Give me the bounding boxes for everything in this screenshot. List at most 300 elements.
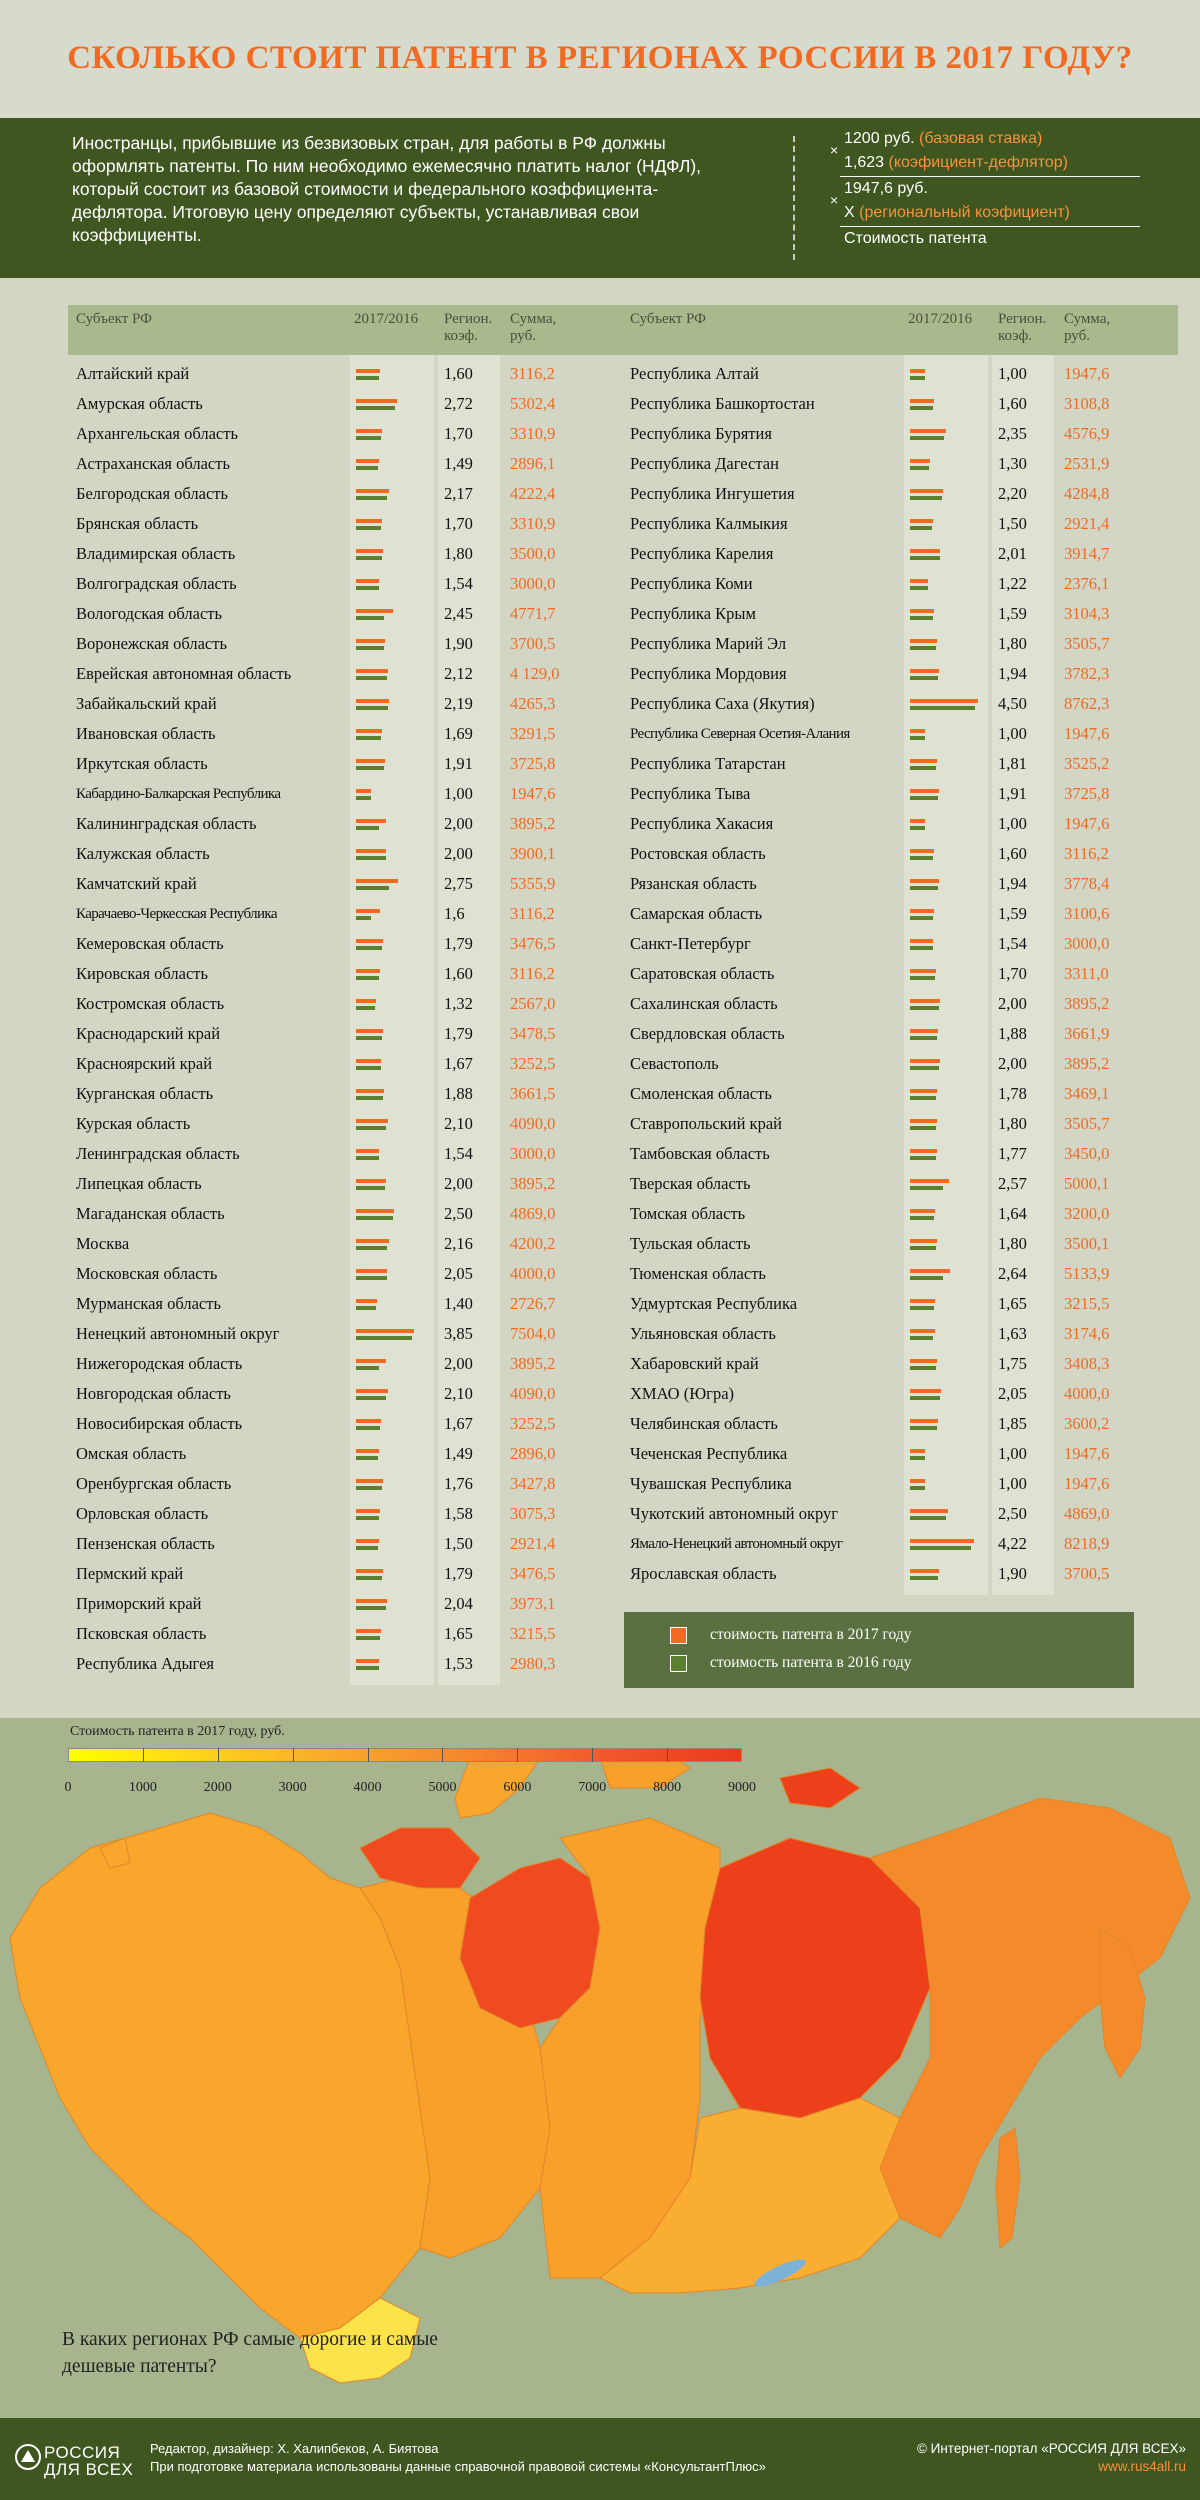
region-coef: 2,72 [444, 394, 473, 413]
bar-2017 [910, 459, 930, 463]
bar-2016 [356, 1576, 382, 1580]
region-sum: 2531,9 [1064, 454, 1110, 473]
table-row [622, 1379, 1178, 1409]
region-sum: 2921,4 [510, 1534, 556, 1553]
table-row [622, 1109, 1178, 1139]
table-row [622, 629, 1178, 659]
region-name: Амурская область [76, 394, 203, 413]
credit-source: При подготовке материала использованы данные справочной правовой системы «КонсультантПлюс» [150, 2459, 766, 2474]
region-name: Челябинская область [630, 1414, 778, 1433]
region-coef: 2,45 [444, 604, 473, 623]
region-sum: 4869,0 [510, 1204, 556, 1223]
region-sum: 4222,4 [510, 484, 556, 503]
region-coef: 2,57 [998, 1174, 1027, 1193]
table-row [68, 959, 624, 989]
bar-2016 [356, 1606, 386, 1610]
region-name: Чукотский автономный округ [630, 1504, 839, 1523]
region-name: Новосибирская область [76, 1414, 243, 1433]
scale-tick-label: 8000 [653, 1780, 682, 1795]
region-name: Томская область [630, 1204, 746, 1223]
bar-2017 [910, 429, 946, 433]
table-row [68, 869, 624, 899]
region-sum: 3500,0 [510, 544, 556, 563]
region-sum: 2726,7 [510, 1294, 556, 1313]
region-sum: 3311,0 [1064, 964, 1109, 983]
scale-tick-label: 9000 [728, 1780, 756, 1795]
table-row [622, 1559, 1178, 1589]
region-name: Самарская область [630, 904, 763, 923]
bar-2017 [356, 549, 383, 553]
region-sum: 5133,9 [1064, 1264, 1110, 1283]
region-name: Московская область [76, 1264, 218, 1283]
table-row [68, 1199, 624, 1229]
table-row [622, 479, 1178, 509]
region-name: Республика Ингушетия [630, 484, 795, 503]
table-row [68, 1109, 624, 1139]
region-coef: 1,63 [998, 1324, 1027, 1343]
table-row [622, 1019, 1178, 1049]
region-sum: 1947,6 [1064, 724, 1110, 743]
region-name: Новгородская область [76, 1384, 231, 1403]
region-sum: 3427,8 [510, 1474, 556, 1493]
bar-2017 [910, 1509, 948, 1513]
region-name: Астраханская область [76, 454, 230, 473]
region-sum: 4090,0 [510, 1384, 556, 1403]
multiply-sign: × [830, 192, 839, 208]
bar-2017 [910, 999, 940, 1003]
region-name: Воронежская область [76, 634, 227, 653]
table-row [68, 1619, 624, 1649]
logo-line2: ДЛЯ ВСЕХ [44, 2460, 134, 2479]
table-row [68, 509, 624, 539]
formula-subtotal: 1947,6 руб. [844, 180, 928, 197]
bar-2017 [356, 1509, 380, 1513]
region-sum: 3000,0 [1064, 934, 1110, 953]
bar-2016 [356, 856, 386, 860]
region-coef: 1,88 [998, 1024, 1027, 1043]
region-coef: 1,30 [998, 454, 1027, 473]
region-name: Республика Калмыкия [630, 514, 788, 533]
bar-2017 [910, 879, 939, 883]
region-coef: 1,22 [998, 574, 1027, 593]
bar-2017 [910, 1059, 940, 1063]
bar-2016 [356, 1276, 387, 1280]
formula-rule [840, 176, 1140, 177]
table-row [68, 629, 624, 659]
region-sum: 7504,0 [510, 1324, 556, 1343]
region-sum: 3116,2 [510, 904, 555, 923]
table-row [68, 449, 624, 479]
bar-2017 [910, 489, 943, 493]
bar-2016 [910, 886, 938, 890]
table-row [68, 1079, 624, 1109]
bar-2017 [910, 549, 940, 553]
bar-2016 [356, 526, 381, 530]
region-coef: 1,69 [444, 724, 473, 743]
header-coef [998, 311, 1046, 345]
table-row [622, 1319, 1178, 1349]
bar-2017 [910, 699, 978, 703]
table-row [622, 1349, 1178, 1379]
region-name: Республика Алтай [630, 364, 759, 383]
region-coef: 2,50 [444, 1204, 473, 1223]
table-row [68, 899, 624, 929]
region-sum: 5000,1 [1064, 1174, 1110, 1193]
region-sum: 2980,3 [510, 1654, 556, 1673]
formula-deflator [844, 154, 1068, 172]
region-coef: 1,70 [998, 964, 1027, 983]
bar-2016 [356, 676, 387, 680]
region-name: Севастополь [630, 1054, 719, 1073]
region-coef: 2,16 [444, 1234, 473, 1253]
bar-2016 [356, 736, 381, 740]
region-coef: 1,85 [998, 1414, 1027, 1433]
region-sum: 4265,3 [510, 694, 556, 713]
region-coef: 1,79 [444, 934, 473, 953]
footer-credits [150, 2440, 766, 2476]
region-sum: 2376,1 [1064, 574, 1110, 593]
header-sum [1064, 311, 1110, 345]
region-sum: 3310,9 [510, 514, 556, 533]
regional-label: (региональный коэфициент) [859, 204, 1070, 221]
header-coef-line2: коэф. [444, 328, 479, 344]
bar-2016 [356, 1516, 379, 1520]
region-coef: 1,80 [998, 1114, 1027, 1133]
region-coef: 1,90 [998, 1564, 1027, 1583]
bar-2016 [356, 586, 379, 590]
region-coef: 1,54 [444, 1144, 473, 1163]
scale-tick-label: 5000 [428, 1780, 457, 1795]
bar-2017 [910, 1149, 937, 1153]
bar-2016 [356, 1546, 378, 1550]
bar-2017 [356, 909, 380, 913]
region-sum: 4200,2 [510, 1234, 556, 1253]
region-coef: 1,81 [998, 754, 1027, 773]
region-sum: 3973,1 [510, 1594, 556, 1613]
region-coef: 2,00 [444, 1174, 473, 1193]
region-sum: 2921,4 [1064, 514, 1110, 533]
bar-2017 [910, 1089, 937, 1093]
formula-rule [840, 226, 1140, 227]
region-name: Республика Карелия [630, 544, 774, 563]
region-sum: 4 129,0 [510, 664, 560, 683]
logo-text [44, 2444, 133, 2478]
table-row [68, 1559, 624, 1589]
bar-2016 [356, 646, 384, 650]
bar-2017 [356, 369, 380, 373]
region-coef: 2,04 [444, 1594, 473, 1613]
region-name: Мурманская область [76, 1294, 221, 1313]
region-name: Приморский край [76, 1594, 202, 1613]
region-name: Забайкальский край [76, 694, 217, 713]
header-sum-line2: руб. [1064, 328, 1090, 344]
bar-2017 [356, 789, 371, 793]
bar-2017 [910, 1119, 937, 1123]
bar-2017 [910, 1269, 950, 1273]
region-name: Владимирская область [76, 544, 236, 563]
table-row [68, 599, 624, 629]
region-coef: 1,60 [444, 364, 473, 383]
region-coef: 1,67 [444, 1414, 473, 1433]
region-name: Тамбовская область [630, 1144, 770, 1163]
region-sum: 3600,2 [1064, 1414, 1110, 1433]
region-coef: 1,67 [444, 1054, 473, 1073]
region-sum: 5355,9 [510, 874, 556, 893]
bar-2017 [356, 1029, 383, 1033]
table-row [68, 689, 624, 719]
bar-2017 [356, 399, 397, 403]
table-row [622, 599, 1178, 629]
scale-tick-label: 7000 [578, 1780, 607, 1795]
region-sum: 1947,6 [1064, 1474, 1110, 1493]
bar-2017 [910, 759, 937, 763]
region-name: Омская область [76, 1444, 187, 1463]
region-coef: 1,00 [998, 814, 1027, 833]
bar-2017 [356, 1329, 414, 1333]
bar-2017 [356, 609, 393, 613]
bar-2016 [910, 976, 935, 980]
footer [0, 2418, 1200, 2500]
table-row [68, 989, 624, 1019]
region-coef: 1,50 [444, 1534, 473, 1553]
bar-2017 [910, 909, 934, 913]
region-coef: 2,75 [444, 874, 473, 893]
bar-2016 [910, 916, 933, 920]
scale-tick [442, 1748, 443, 1762]
region-sum: 3252,5 [510, 1054, 556, 1073]
region-name: Оренбургская область [76, 1474, 232, 1493]
table-row [68, 1139, 624, 1169]
table-row [622, 1469, 1178, 1499]
bar-2016 [910, 1306, 934, 1310]
table-row [68, 719, 624, 749]
table-header [622, 305, 1178, 355]
region-name: Ненецкий автономный округ [76, 1324, 280, 1343]
table-row [68, 809, 624, 839]
bar-2017 [910, 1239, 937, 1243]
region-name: Республика Татарстан [630, 754, 786, 773]
bar-2016 [356, 1666, 379, 1670]
bar-2017 [356, 1179, 386, 1183]
legend-swatch-2016 [670, 1655, 687, 1672]
bar-2016 [910, 856, 933, 860]
legend-label-2017: стоимость патента в 2017 году [710, 1626, 912, 1643]
region-coef: 1,49 [444, 1444, 473, 1463]
region-name: Республика Крым [630, 604, 756, 623]
region-sum: 3310,9 [510, 424, 556, 443]
region-coef: 1,70 [444, 514, 473, 533]
bar-2016 [910, 526, 932, 530]
region-name: Алтайский край [76, 364, 190, 383]
table-row [68, 1529, 624, 1559]
bar-2016 [910, 1066, 939, 1070]
table-row [68, 359, 624, 389]
region-coef: 2,10 [444, 1384, 473, 1403]
region-coef: 2,01 [998, 544, 1027, 563]
scale-tick-label: 6000 [503, 1780, 532, 1795]
table-row [622, 1199, 1178, 1229]
region-name: Ямало-Ненецкий автономный округ [630, 1536, 843, 1552]
region-coef: 1,00 [998, 1444, 1027, 1463]
region-name: Вологодская область [76, 604, 223, 623]
region-sum: 3914,7 [1064, 544, 1110, 563]
region-sum: 3000,0 [510, 1144, 556, 1163]
table-row [622, 1169, 1178, 1199]
region-name: Пермский край [76, 1564, 184, 1583]
region-name: Тюменская область [630, 1264, 766, 1283]
bar-2016 [356, 976, 379, 980]
region-name: Брянская область [76, 514, 199, 533]
region-coef: 1,80 [998, 634, 1027, 653]
bar-2016 [356, 1186, 385, 1190]
footer-right [917, 2440, 1186, 2476]
legend-label-2016: стоимость патента в 2016 году [710, 1654, 912, 1671]
table-row [68, 659, 624, 689]
region-coef: 1,80 [998, 1234, 1027, 1253]
table-row [68, 1049, 624, 1079]
bar-2016 [356, 766, 384, 770]
region-coef: 2,64 [998, 1264, 1027, 1283]
header-sum [510, 311, 556, 345]
bar-2017 [356, 639, 385, 643]
region-coef: 2,00 [444, 1354, 473, 1373]
deflator-label: (коэфициент-дефлятор) [888, 154, 1068, 171]
bar-2016 [910, 706, 975, 710]
region-name: Республика Дагестан [630, 454, 779, 473]
bar-2017 [910, 399, 934, 403]
table-row [68, 749, 624, 779]
bar-2016 [910, 1276, 943, 1280]
russia-map [0, 1718, 1200, 2418]
map-region-nenets [360, 1828, 480, 1888]
bar-2017 [356, 729, 382, 733]
region-name: Белгородская область [76, 484, 229, 503]
scale-tick-label: 3000 [278, 1780, 307, 1795]
formula-regional [844, 204, 1070, 222]
bar-2017 [910, 1569, 939, 1573]
bar-2016 [356, 1396, 386, 1400]
region-name: Нижегородская область [76, 1354, 243, 1373]
table-header [68, 305, 624, 355]
bar-2017 [356, 1149, 379, 1153]
region-sum: 4576,9 [1064, 424, 1110, 443]
region-sum: 3200,0 [1064, 1204, 1110, 1223]
map-region-sakhalin [996, 2128, 1020, 2248]
table-row [622, 389, 1178, 419]
region-name: Карачаево-Черкесская Республика [76, 906, 277, 922]
region-sum: 1947,6 [510, 784, 556, 803]
scale-tick [592, 1748, 593, 1762]
region-sum: 2567,0 [510, 994, 556, 1013]
table-row [622, 899, 1178, 929]
region-coef: 1,94 [998, 874, 1027, 893]
bar-2017 [356, 669, 388, 673]
map-question-text: В каких регионах РФ самые дорогие и самые дешевые патенты? [62, 2329, 438, 2377]
region-coef: 2,20 [998, 484, 1027, 503]
region-name: Архангельская область [76, 424, 238, 443]
region-sum: 3116,2 [1064, 844, 1109, 863]
region-sum: 3450,0 [1064, 1144, 1110, 1163]
bar-2017 [910, 369, 925, 373]
header-subject: Субъект РФ [630, 311, 706, 327]
region-coef: 1,59 [998, 904, 1027, 923]
bar-2017 [910, 519, 933, 523]
table-row [68, 779, 624, 809]
bar-2016 [910, 616, 933, 620]
region-sum: 3100,6 [1064, 904, 1110, 923]
bar-2016 [356, 1336, 412, 1340]
table-row [622, 1499, 1178, 1529]
bar-2017 [910, 579, 928, 583]
site-link[interactable]: www.rus4all.ru [1098, 2459, 1186, 2474]
region-sum: 1947,6 [1064, 364, 1110, 383]
table-row [68, 839, 624, 869]
map-island-new-siberian [780, 1768, 860, 1808]
region-sum: 3700,5 [1064, 1564, 1110, 1583]
bar-2016 [356, 886, 389, 890]
bar-2017 [356, 1659, 379, 1663]
table-row [68, 1379, 624, 1409]
region-coef: 2,12 [444, 664, 473, 683]
table-row [622, 719, 1178, 749]
region-sum: 3525,2 [1064, 754, 1110, 773]
bar-2016 [910, 1366, 936, 1370]
region-name: Псковская область [76, 1624, 207, 1643]
bar-2016 [356, 1156, 379, 1160]
header-change: 2017/2016 [354, 311, 419, 327]
bar-2017 [910, 669, 939, 673]
bar-2017 [910, 1449, 925, 1453]
table-row [622, 1259, 1178, 1289]
bar-2016 [910, 1576, 938, 1580]
region-sum: 3116,2 [510, 964, 555, 983]
page-title: СКОЛЬКО СТОИТ ПАТЕНТ В РЕГИОНАХ РОССИИ В 2017 ГОДУ? [67, 40, 1133, 76]
bar-2016 [910, 646, 936, 650]
region-coef: 1,88 [444, 1084, 473, 1103]
region-name: Ивановская область [76, 724, 216, 743]
region-sum: 3291,5 [510, 724, 556, 743]
header-sum-line1: Сумма, [1064, 311, 1111, 327]
bar-2017 [910, 1479, 925, 1483]
region-coef: 1,70 [444, 424, 473, 443]
region-coef: 1,65 [444, 1624, 473, 1643]
region-name: Кировская область [76, 964, 209, 983]
bar-2016 [910, 1096, 936, 1100]
bar-2017 [356, 519, 382, 523]
table-row [622, 539, 1178, 569]
region-coef: 1,78 [998, 1084, 1027, 1103]
scale-tick [218, 1748, 219, 1762]
bar-2016 [910, 496, 942, 500]
region-sum: 4090,0 [510, 1114, 556, 1133]
region-sum: 4771,7 [510, 604, 556, 623]
bar-2016 [910, 1426, 937, 1430]
region-name: Иркутская область [76, 754, 208, 773]
region-coef: 1,60 [998, 844, 1027, 863]
bar-2016 [356, 436, 381, 440]
table-row [68, 1289, 624, 1319]
table-row [622, 1289, 1178, 1319]
table-row [622, 1229, 1178, 1259]
region-name: Орловская область [76, 1504, 209, 1523]
region-sum: 3895,2 [1064, 994, 1110, 1013]
bar-2017 [356, 1389, 388, 1393]
region-name: Республика Коми [630, 574, 753, 593]
region-coef: 1,32 [444, 994, 473, 1013]
region-coef: 1,90 [444, 634, 473, 653]
bar-2016 [910, 1396, 940, 1400]
table-row [68, 1649, 624, 1679]
